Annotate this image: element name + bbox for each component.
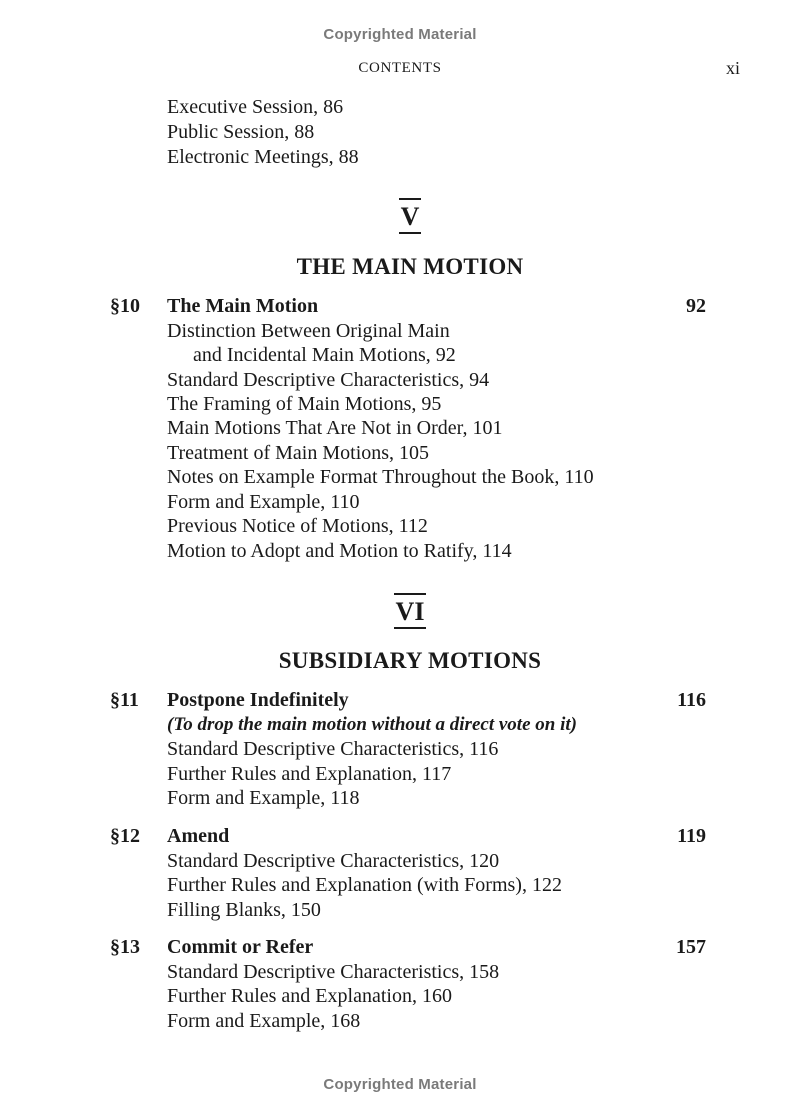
part-numeral [0,593,800,629]
toc-entry: Motion to Adopt and Motion to Ratify, 114 [167,540,512,562]
section-title: The Main Motion [167,295,319,317]
section-title: Postpone Indefinitely [167,689,349,711]
toc-entry: Main Motions That Are Not in Order, 101 [167,417,503,439]
toc-entry: Form and Example, 110 [167,491,360,513]
toc-entry: The Framing of Main Motions, 95 [167,393,442,415]
part-title: THE MAIN MOTION [296,254,524,279]
toc-entry: Notes on Example Format Throughout the Book, 110 [167,466,594,488]
section-title: Commit or Refer [167,936,314,958]
section-title: Amend [167,825,230,847]
section-page: 116 [677,689,706,711]
toc-entry: Standard Descriptive Characteristics, 116 [167,738,499,760]
part-numeral-text: VI [394,593,427,629]
section-number: §13 [110,936,140,958]
part-numeral [0,198,800,234]
section-number: §11 [110,689,139,711]
toc-entry: Previous Notice of Motions, 112 [167,515,428,537]
toc-entry: Standard Descriptive Characteristics, 120 [167,850,500,872]
running-head: CONTENTS [358,60,442,76]
section-number: §10 [110,295,140,317]
toc-entry: Treatment of Main Motions, 105 [167,442,430,464]
section-page: 157 [676,936,706,958]
page-number: xi [726,58,741,78]
toc-entry: Electronic Meetings, 88 [167,146,359,168]
toc-entry: Standard Descriptive Characteristics, 94 [167,369,490,391]
toc-entry: Filling Blanks, 150 [167,899,321,921]
toc-entry: Executive Session, 86 [167,96,344,118]
toc-entry: Form and Example, 168 [167,1010,361,1032]
section-note: (To drop the main motion without a direct vote on it) [167,714,577,735]
toc-entry: Further Rules and Explanation, 160 [167,985,452,1007]
toc-entry-continuation: and Incidental Main Motions, 92 [193,344,456,366]
toc-entry: Standard Descriptive Characteristics, 158 [167,961,500,983]
section-number: §12 [110,825,140,847]
toc-entry: Distinction Between Original Main [167,320,450,342]
section-page: 119 [677,825,706,847]
section-page: 92 [686,295,706,317]
toc-entry: Form and Example, 118 [167,787,360,809]
toc-entry: Further Rules and Explanation (with Forms), 122 [167,874,562,896]
toc-entry: Public Session, 88 [167,121,315,143]
part-title: SUBSIDIARY MOTIONS [278,648,542,673]
watermark-top: Copyrighted Material [323,26,477,43]
watermark-bottom: Copyrighted Material [323,1076,477,1093]
part-numeral-text: V [399,198,422,234]
toc-entry: Further Rules and Explanation, 117 [167,763,452,785]
